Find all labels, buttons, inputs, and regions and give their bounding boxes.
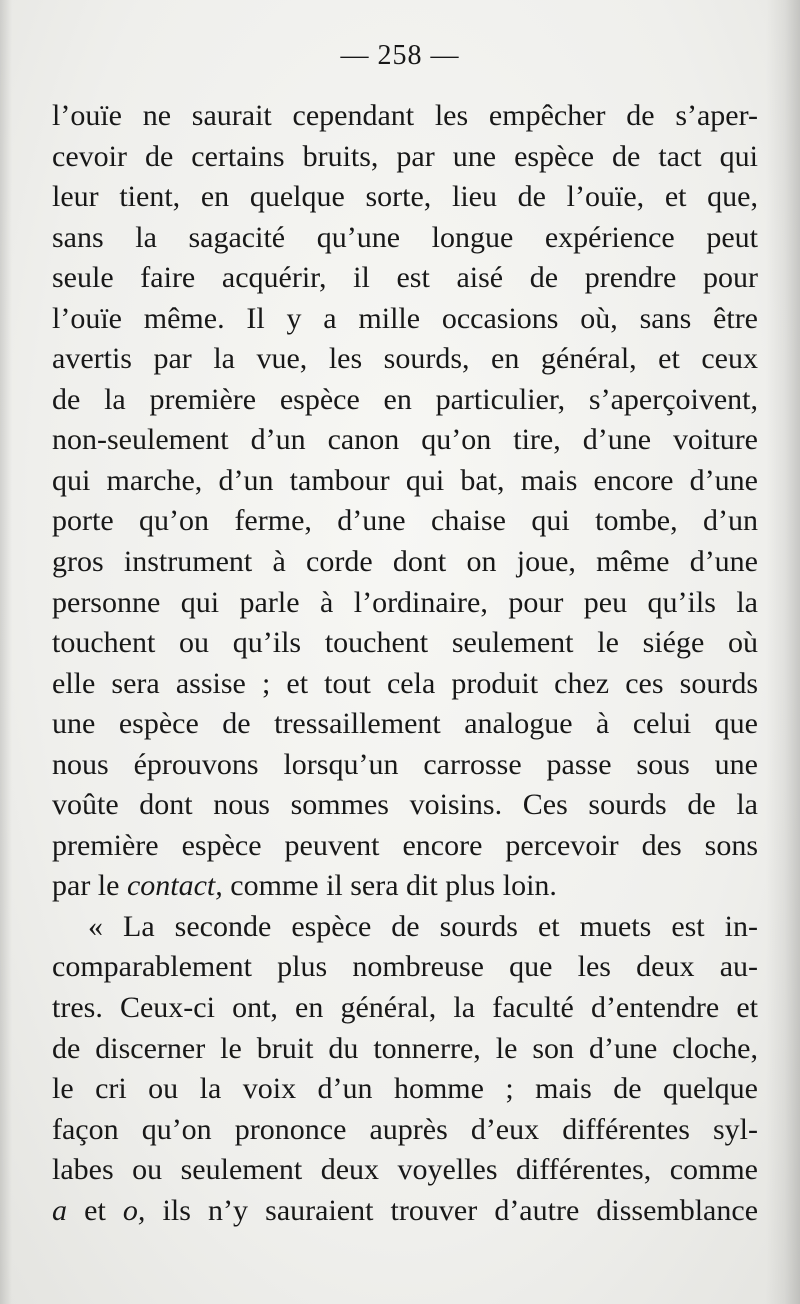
text-line: nous éprouvons lorsqu’un carrosse passe sous une [52,747,758,781]
italic-letter: a [52,1193,67,1227]
text-line: de la première espèce en particulier, s’aperçoivent, [52,382,758,416]
text-line: labes ou seulement deux voyelles différentes, comme [52,1153,758,1187]
text-line-with-italics [52,1191,758,1232]
text-run: par le [52,869,127,903]
text-line: première espèce peuvent encore percevoir des sons [52,828,758,862]
text-line: personne qui parle à l’ordinaire, pour peu qu’ils la [52,585,758,619]
body-text [52,96,758,1231]
text-line: de discerner le bruit du tonnerre, le son d’une cloche, [52,1031,758,1065]
page-gutter-shadow [766,0,800,1304]
text-line: voûte dont nous sommes voisins. Ces sourds de la [52,788,758,822]
text-line: l’ouïe même. Il y a mille occasions où, sans être [52,301,758,335]
text-run: et [67,1193,123,1227]
page-number: — 258 — [340,40,460,71]
text-line-with-italic [52,866,758,907]
italic-letter: o, [122,1193,146,1227]
text-line: comparablement plus nombreuse que les deux au- [52,950,758,984]
text-run: comme il sera dit plus loin. [222,869,557,903]
text-line: porte qu’on ferme, d’une chaise qui tombe, d’un [52,504,758,538]
text-line: tres. Ceux-ci ont, en général, la faculté d’entendre et [52,991,758,1025]
text-line: qui marche, d’un tambour qui bat, mais encore d’une [52,463,758,497]
text-line: une espèce de tressaillement analogue à celui que [52,707,758,741]
text-line: le cri ou la voix d’un homme ; mais de quelque [52,1072,758,1106]
text-line: « La seconde espèce de sourds et muets est in- [88,909,758,943]
text-line: leur tient, en quelque sorte, lieu de l’ouïe, et que, [52,180,758,214]
text-line: l’ouïe ne saurait cependant les empêcher de s’aper- [52,99,758,132]
text-line: seule faire acquérir, il est aisé de prendre pour [52,261,758,295]
text-line: cevoir de certains bruits, par une espèce de tact qui [52,139,758,173]
text-line: non-seulement d’un canon qu’on tire, d’une voiture [52,423,758,457]
text-line: elle sera assise ; et tout cela produit chez ces sourds [52,666,758,700]
text-line: sans la sagacité qu’une longue expérience peut [52,220,758,254]
italic-word: contact, [126,869,223,903]
page-left-edge-shadow [0,0,12,1304]
text-line: touchent ou qu’ils touchent seulement le siége où [52,626,758,660]
text-line: gros instrument à corde dont on joue, même d’une [52,545,758,579]
text-line: façon qu’on prononce auprès d’eux différentes syl- [52,1112,758,1146]
text-run: ils n’y sauraient trouver d’autre dissemblance [145,1193,759,1227]
text-line: avertis par la vue, les sourds, en général, et ceux [52,342,758,376]
